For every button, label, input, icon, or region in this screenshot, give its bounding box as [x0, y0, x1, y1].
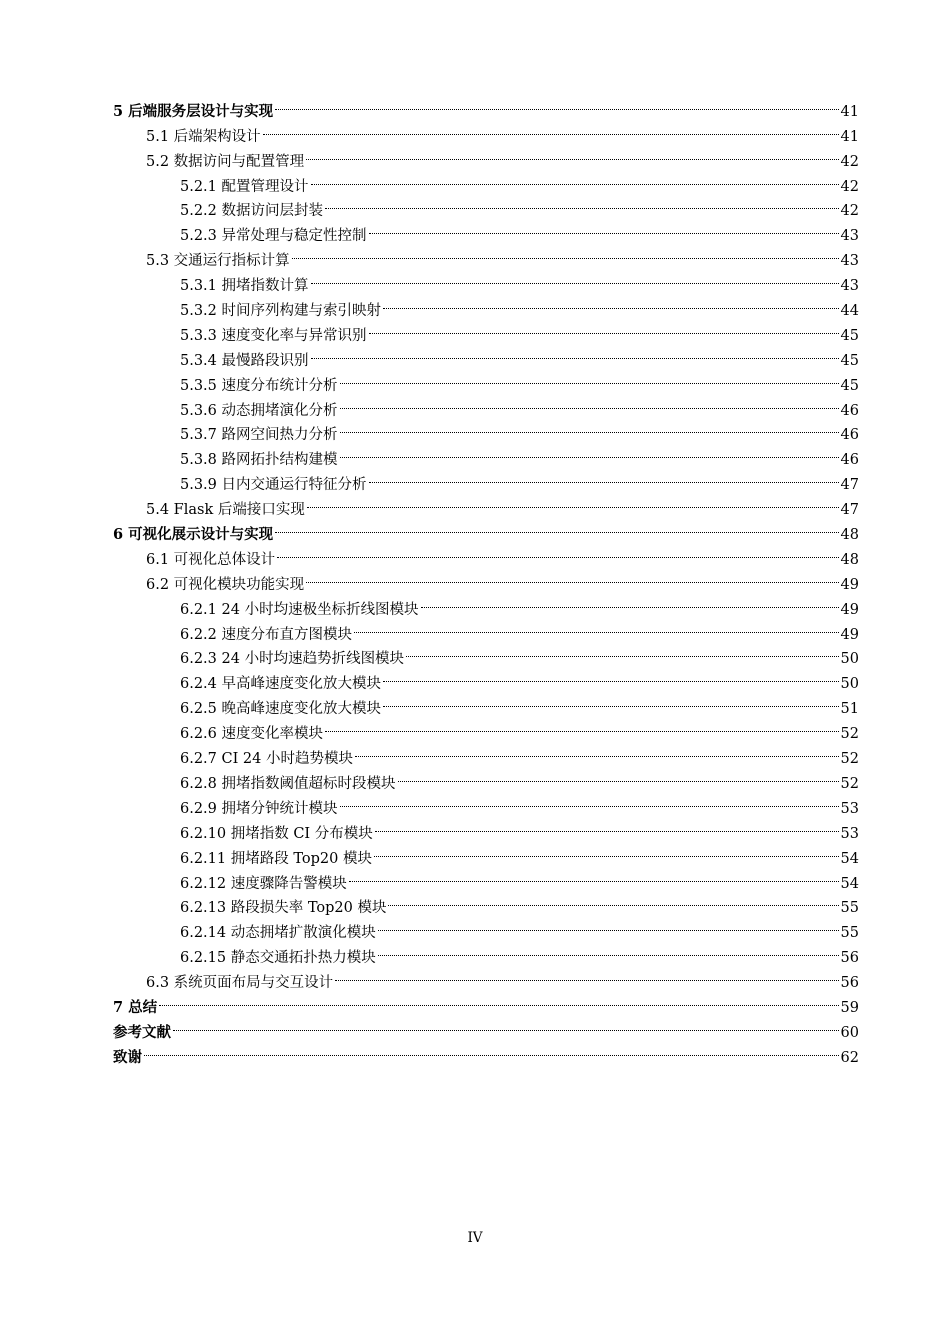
toc-entry-page: 53: [840, 800, 859, 817]
toc-entry-page: 50: [840, 676, 859, 693]
toc-dot-leader: [383, 663, 839, 688]
toc-dot-leader: [159, 987, 838, 1012]
toc-dot-leader: [277, 539, 838, 564]
toc-entry-page: 56: [840, 975, 859, 992]
toc-dot-leader: [369, 215, 839, 240]
toc-dot-leader: [173, 1012, 839, 1037]
toc-dot-leader: [383, 688, 839, 713]
toc-entry-title: 5.3.9 日内交通运行特征分析: [180, 477, 367, 494]
toc-dot-leader: [263, 116, 839, 141]
toc-dot-leader: [378, 937, 839, 962]
toc-entry-page: 50: [840, 651, 859, 668]
toc-entry-title: 6.2.4 早高峰速度变化放大模块: [180, 676, 382, 693]
toc-entry[interactable]: [113, 1037, 859, 1066]
toc-entry-title: 6.2.9 拥堵分钟统计模块: [180, 800, 338, 817]
toc-dot-leader: [388, 888, 838, 913]
toc-entry-title: 6.2 可视化模块功能实现: [146, 576, 305, 593]
toc-entry-page: 42: [840, 153, 859, 170]
toc-entry-page: 45: [840, 352, 859, 369]
toc-dot-leader: [311, 340, 839, 365]
toc-entry-page: 46: [840, 427, 859, 444]
toc-entry-page: 52: [840, 775, 859, 792]
toc-dot-leader: [369, 315, 839, 340]
toc-entry-page: 46: [840, 402, 859, 419]
toc-dot-leader: [398, 763, 839, 788]
toc-entry-title: 5.2.2 数据访问层封装: [180, 203, 324, 220]
toc-entry-page: 51: [840, 701, 859, 718]
toc-entry-title: 6.2.12 速度骤降告警模块: [180, 875, 347, 892]
toc-dot-leader: [340, 390, 839, 415]
toc-entry-title: 6.2.5 晚高峰速度变化放大模块: [180, 701, 382, 718]
toc-dot-leader: [340, 415, 839, 440]
toc-entry-title: 5.3.4 最慢路段识别: [180, 352, 309, 369]
toc-dot-leader: [383, 290, 839, 315]
toc-entry-page: 48: [840, 551, 859, 568]
toc-entry-title: 6.2.6 速度变化率模块: [180, 726, 324, 743]
toc-dot-leader: [307, 489, 839, 514]
toc-entry-page: 42: [840, 178, 859, 195]
toc-entry-title: 5.3.8 路网拓扑结构建模: [180, 452, 338, 469]
toc-dot-leader: [335, 962, 838, 987]
toc-dot-leader: [275, 91, 838, 116]
toc-entry-title: 5.2.3 异常处理与稳定性控制: [180, 228, 367, 245]
toc-dot-leader: [311, 265, 839, 290]
toc-entry-page: 62: [840, 1049, 859, 1066]
toc-entry-title: 6.2.15 静态交通拓扑热力模块: [180, 950, 376, 967]
toc-dot-leader: [374, 838, 839, 863]
toc-entry-page: 60: [840, 1024, 859, 1041]
toc-dot-leader: [311, 166, 839, 191]
toc-entry-page: 53: [840, 825, 859, 842]
toc-entry-page: 49: [840, 626, 859, 643]
toc-entry-page: 54: [840, 850, 859, 867]
toc-dot-leader: [292, 240, 839, 265]
toc-entry-page: 59: [840, 999, 859, 1016]
toc-entry[interactable]: [113, 1012, 859, 1041]
toc-entry-page: 43: [840, 253, 859, 270]
table-of-contents: [113, 91, 859, 1066]
toc-dot-leader: [340, 439, 839, 464]
toc-entry-page: 56: [840, 950, 859, 967]
toc-entry-page: 52: [840, 751, 859, 768]
toc-entry-page: 52: [840, 726, 859, 743]
toc-entry-page: 54: [840, 875, 859, 892]
toc-dot-leader: [340, 365, 839, 390]
toc-entry-page: 48: [840, 527, 859, 544]
toc-entry-title: 6 可视化展示设计与实现: [113, 526, 274, 544]
toc-entry-page: 47: [840, 502, 859, 519]
toc-entry-title: 6.2.13 路段损失率 Top20 模块: [180, 900, 387, 917]
toc-entry[interactable]: [113, 91, 859, 120]
toc-dot-leader: [421, 589, 839, 614]
toc-entry-title: 7 总结: [113, 998, 158, 1016]
toc-dot-leader: [375, 813, 839, 838]
toc-entry-page: 47: [840, 477, 859, 494]
toc-dot-leader: [354, 614, 839, 639]
toc-entry-page: 49: [840, 576, 859, 593]
toc-entry-title: 5.4 Flask 后端接口实现: [146, 502, 305, 519]
toc-entry-page: 49: [840, 601, 859, 618]
toc-entry-title: 5.2.1 配置管理设计: [180, 178, 309, 195]
toc-entry-page: 55: [840, 900, 859, 917]
toc-entry-title: 6.2.10 拥堵指数 CI 分布模块: [180, 825, 373, 842]
toc-dot-leader: [349, 863, 839, 888]
toc-entry-title: 6.2.2 速度分布直方图模块: [180, 626, 353, 643]
toc-entry-title: 5.3.6 动态拥堵演化分析: [180, 402, 338, 419]
toc-dot-leader: [340, 788, 839, 813]
toc-entry-title: 5.3 交通运行指标计算: [146, 253, 290, 270]
page-number: IV: [467, 1230, 483, 1246]
toc-entry[interactable]: [113, 987, 859, 1016]
toc-entry-title: 5 后端服务层设计与实现: [113, 102, 274, 120]
toc-entry-page: 42: [840, 203, 859, 220]
toc-entry-title: 5.1 后端架构设计: [146, 128, 261, 145]
toc-dot-leader: [144, 1037, 839, 1062]
toc-dot-leader: [275, 514, 838, 539]
toc-dot-leader: [406, 639, 838, 664]
toc-dot-leader: [325, 713, 839, 738]
toc-entry-title: 6.3 系统页面布局与交互设计: [146, 975, 334, 992]
toc-entry-title: 参考文献: [113, 1023, 171, 1041]
toc-dot-leader: [355, 738, 839, 763]
toc-entry-title: 6.1 可视化总体设计: [146, 551, 276, 568]
toc-entry-title: 5.3.5 速度分布统计分析: [180, 377, 338, 394]
toc-dot-leader: [378, 912, 839, 937]
toc-entry-page: 45: [840, 377, 859, 394]
toc-entry-page: 46: [840, 452, 859, 469]
toc-dot-leader: [306, 141, 838, 166]
toc-entry-title: 6.2.1 24 小时均速极坐标折线图模块: [180, 601, 419, 618]
toc-entry-page: 43: [840, 228, 859, 245]
toc-entry-page: 41: [840, 128, 859, 145]
toc-entry-page: 55: [840, 925, 859, 942]
toc-entry-page: 43: [840, 278, 859, 295]
toc-entry-title: 6.2.7 CI 24 小时趋势模块: [180, 751, 353, 768]
toc-entry-title: 6.2.8 拥堵指数阈值超标时段模块: [180, 775, 396, 792]
toc-entry-title: 6.2.11 拥堵路段 Top20 模块: [180, 850, 372, 867]
toc-entry-page: 45: [840, 327, 859, 344]
toc-entry-title: 5.3.7 路网空间热力分析: [180, 427, 338, 444]
toc-entry-title: 6.2.14 动态拥堵扩散演化模块: [180, 925, 376, 942]
toc-entry-title: 5.3.1 拥堵指数计算: [180, 278, 309, 295]
toc-entry-page: 44: [840, 303, 859, 320]
toc-entry-title: 5.3.2 时间序列构建与索引映射: [180, 303, 382, 320]
toc-dot-leader: [306, 564, 838, 589]
toc-entry-page: 41: [840, 103, 859, 120]
toc-entry-title: 5.3.3 速度变化率与异常识别: [180, 327, 367, 344]
toc-dot-leader: [369, 464, 839, 489]
toc-entry-title: 5.2 数据访问与配置管理: [146, 153, 305, 170]
toc-dot-leader: [325, 191, 839, 216]
toc-entry-title: 6.2.3 24 小时均速趋势折线图模块: [180, 651, 405, 668]
toc-entry-title: 致谢: [113, 1048, 142, 1066]
